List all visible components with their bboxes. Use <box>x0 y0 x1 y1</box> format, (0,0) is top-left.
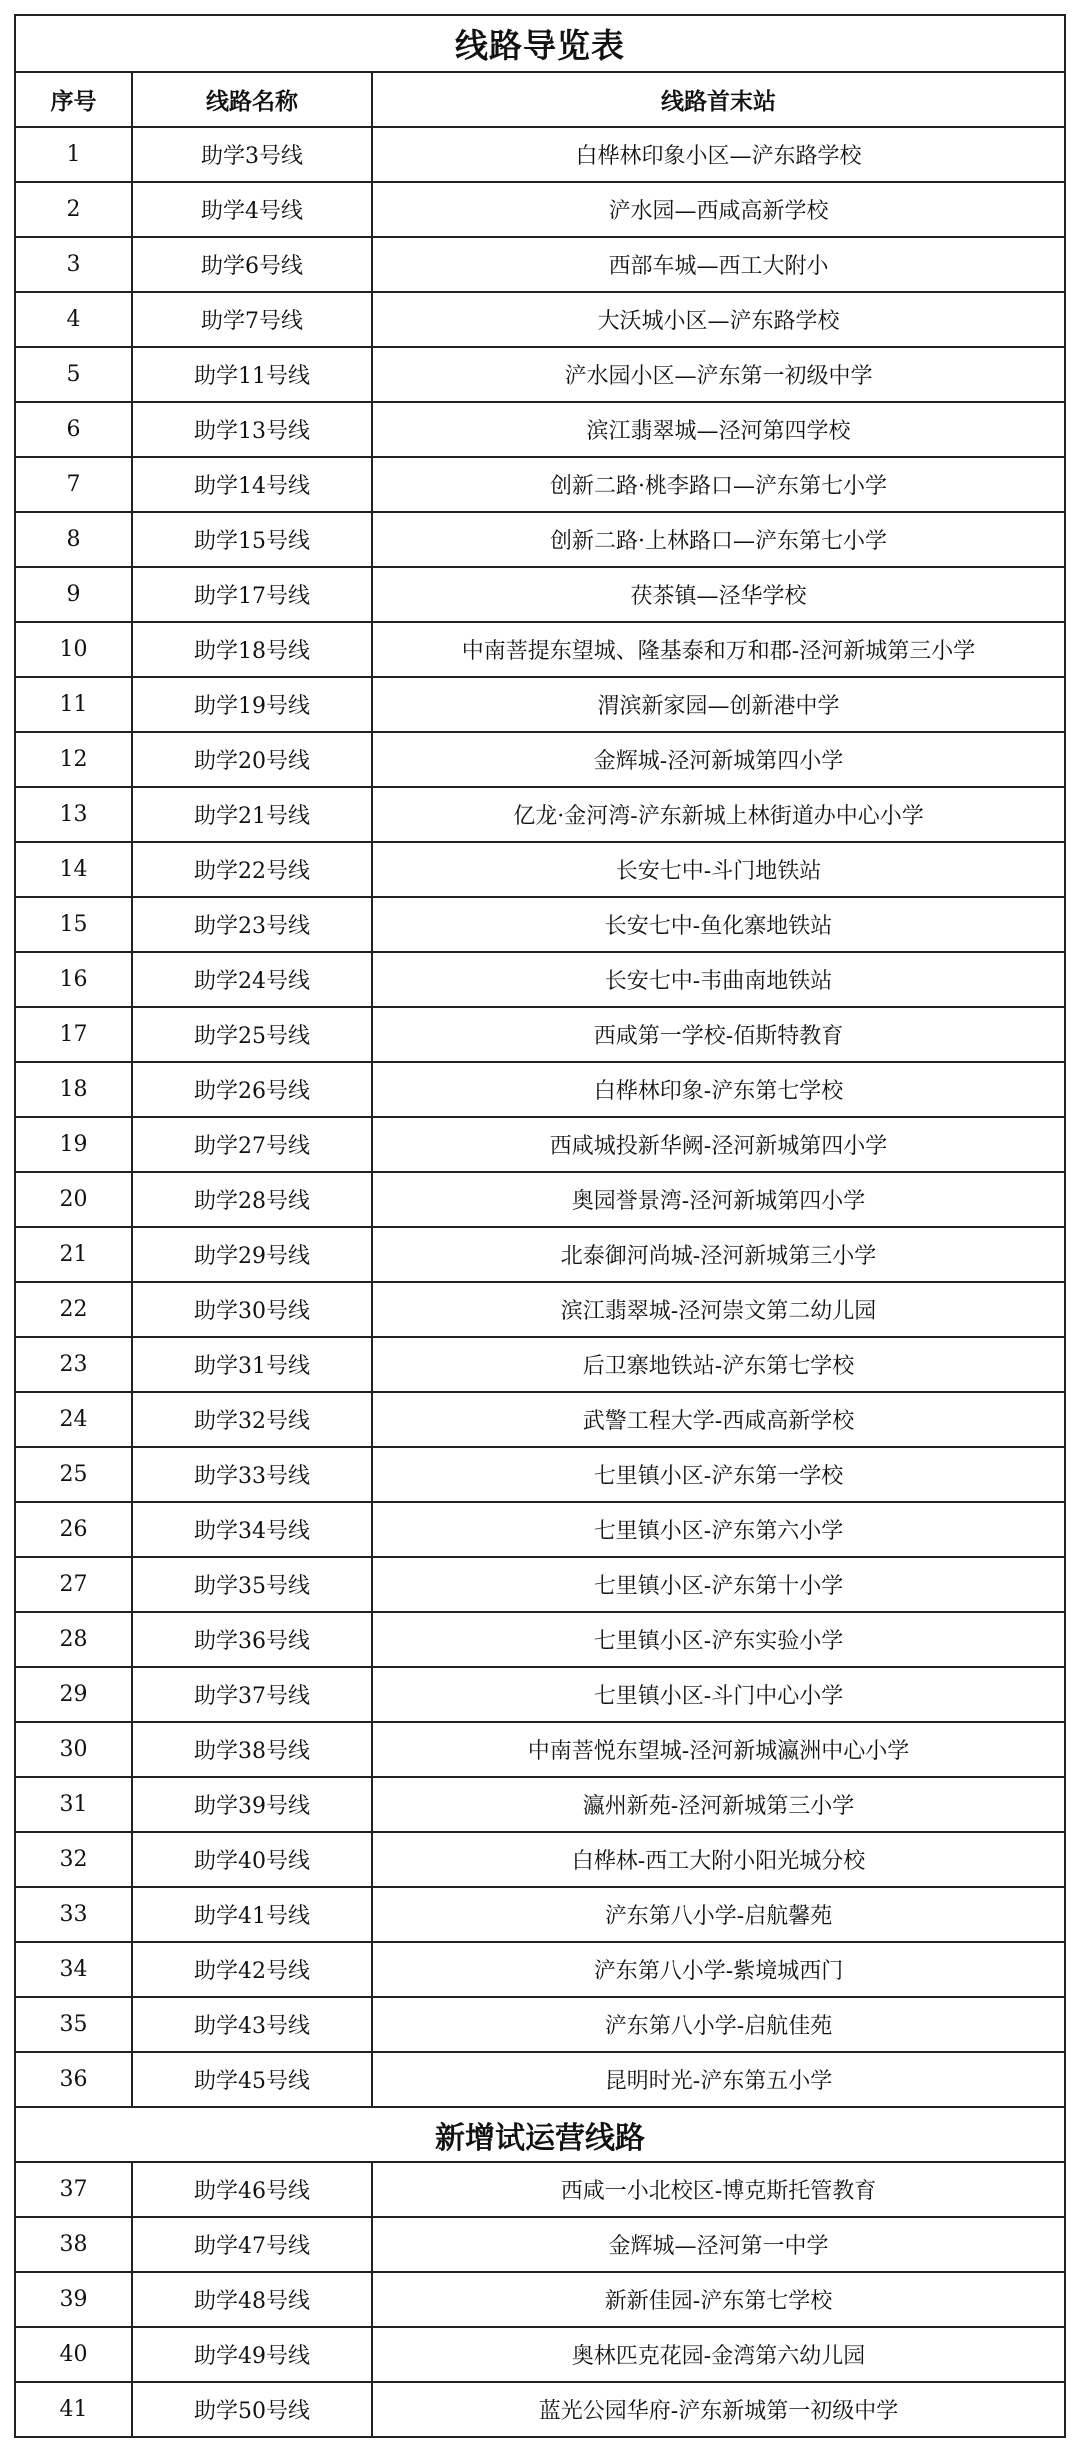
route-stops: 白桦林印象-浐东第七学校 <box>372 1062 1065 1117</box>
route-index: 28 <box>15 1612 132 1667</box>
route-name: 助学33号线 <box>132 1447 372 1502</box>
route-index: 32 <box>15 1832 132 1887</box>
route-index: 25 <box>15 1447 132 1502</box>
route-name: 助学22号线 <box>132 842 372 897</box>
route-stops: 茯茶镇—泾华学校 <box>372 567 1065 622</box>
route-name: 助学11号线 <box>132 347 372 402</box>
route-stops: 武警工程大学-西咸高新学校 <box>372 1392 1065 1447</box>
route-name: 助学46号线 <box>132 2162 372 2217</box>
route-index: 23 <box>15 1337 132 1392</box>
table-row <box>15 1722 1065 1777</box>
table-row <box>15 2217 1065 2272</box>
table-row <box>15 732 1065 787</box>
route-stops: 浐水园—西咸高新学校 <box>372 182 1065 237</box>
route-stops: 七里镇小区-浐东第十小学 <box>372 1557 1065 1612</box>
route-index: 2 <box>15 182 132 237</box>
table-row <box>15 1832 1065 1887</box>
route-name: 助学37号线 <box>132 1667 372 1722</box>
table-row <box>15 1117 1065 1172</box>
table-row <box>15 402 1065 457</box>
route-index: 34 <box>15 1942 132 1997</box>
route-name: 助学24号线 <box>132 952 372 1007</box>
table-row <box>15 567 1065 622</box>
route-name: 助学19号线 <box>132 677 372 732</box>
route-index: 38 <box>15 2217 132 2272</box>
route-index: 15 <box>15 897 132 952</box>
route-stops: 奥园誉景湾-泾河新城第四小学 <box>372 1172 1065 1227</box>
route-name: 助学27号线 <box>132 1117 372 1172</box>
route-rows <box>15 127 1065 2107</box>
route-index: 3 <box>15 237 132 292</box>
route-name: 助学23号线 <box>132 897 372 952</box>
route-stops: 奥林匹克花园-金湾第六幼儿园 <box>372 2327 1065 2382</box>
route-index: 29 <box>15 1667 132 1722</box>
route-name: 助学34号线 <box>132 1502 372 1557</box>
route-stops: 亿龙·金河湾-浐东新城上林街道办中心小学 <box>372 787 1065 842</box>
table-row <box>15 512 1065 567</box>
table-row <box>15 457 1065 512</box>
table-row <box>15 622 1065 677</box>
route-stops: 新新佳园-浐东第七学校 <box>372 2272 1065 2327</box>
route-stops: 七里镇小区-浐东第六小学 <box>372 1502 1065 1557</box>
route-stops: 七里镇小区-浐东实验小学 <box>372 1612 1065 1667</box>
route-stops: 昆明时光-浐东第五小学 <box>372 2052 1065 2107</box>
route-name: 助学45号线 <box>132 2052 372 2107</box>
route-stops: 七里镇小区-浐东第一学校 <box>372 1447 1065 1502</box>
route-name: 助学35号线 <box>132 1557 372 1612</box>
table-row <box>15 842 1065 897</box>
route-guide-sheet <box>14 14 1064 2438</box>
table-row <box>15 1997 1065 2052</box>
route-index: 21 <box>15 1227 132 1282</box>
table-row <box>15 952 1065 1007</box>
route-index: 6 <box>15 402 132 457</box>
table-row <box>15 292 1065 347</box>
route-index: 26 <box>15 1502 132 1557</box>
route-index: 10 <box>15 622 132 677</box>
route-stops: 西咸城投新华阙-泾河新城第四小学 <box>372 1117 1065 1172</box>
route-name: 助学17号线 <box>132 567 372 622</box>
table-row <box>15 1612 1065 1667</box>
route-name: 助学20号线 <box>132 732 372 787</box>
route-index: 8 <box>15 512 132 567</box>
route-stops: 长安七中-韦曲南地铁站 <box>372 952 1065 1007</box>
route-index: 13 <box>15 787 132 842</box>
route-stops: 西咸第一学校-佰斯特教育 <box>372 1007 1065 1062</box>
table-row <box>15 1282 1065 1337</box>
route-stops: 浐东第八小学-紫境城西门 <box>372 1942 1065 1997</box>
route-index: 37 <box>15 2162 132 2217</box>
title-row <box>15 15 1065 72</box>
route-stops: 瀛州新苑-泾河新城第三小学 <box>372 1777 1065 1832</box>
header-index: 序号 <box>15 72 132 127</box>
route-name: 助学6号线 <box>132 237 372 292</box>
route-index: 20 <box>15 1172 132 1227</box>
route-index: 1 <box>15 127 132 182</box>
table-row <box>15 182 1065 237</box>
route-index: 9 <box>15 567 132 622</box>
route-name: 助学25号线 <box>132 1007 372 1062</box>
route-index: 5 <box>15 347 132 402</box>
route-index: 12 <box>15 732 132 787</box>
route-index: 16 <box>15 952 132 1007</box>
route-stops: 浐水园小区—浐东第一初级中学 <box>372 347 1065 402</box>
route-name: 助学4号线 <box>132 182 372 237</box>
route-index: 27 <box>15 1557 132 1612</box>
table-row <box>15 897 1065 952</box>
table-row <box>15 1447 1065 1502</box>
route-stops: 滨江翡翠城-泾河崇文第二幼儿园 <box>372 1282 1065 1337</box>
route-name: 助学30号线 <box>132 1282 372 1337</box>
route-stops: 蓝光公园华府-浐东新城第一初级中学 <box>372 2382 1065 2437</box>
table-row <box>15 1392 1065 1447</box>
route-name: 助学15号线 <box>132 512 372 567</box>
route-stops: 浐东第八小学-启航佳苑 <box>372 1997 1065 2052</box>
route-name: 助学38号线 <box>132 1722 372 1777</box>
route-index: 18 <box>15 1062 132 1117</box>
route-name: 助学48号线 <box>132 2272 372 2327</box>
route-name: 助学7号线 <box>132 292 372 347</box>
route-name: 助学28号线 <box>132 1172 372 1227</box>
route-stops: 滨江翡翠城—泾河第四学校 <box>372 402 1065 457</box>
header-route-stops: 线路首末站 <box>372 72 1065 127</box>
route-index: 39 <box>15 2272 132 2327</box>
table-row <box>15 1667 1065 1722</box>
table-row <box>15 1337 1065 1392</box>
route-stops: 渭滨新家园—创新港中学 <box>372 677 1065 732</box>
table-row <box>15 2162 1065 2217</box>
route-stops: 金辉城—泾河第一中学 <box>372 2217 1065 2272</box>
route-index: 41 <box>15 2382 132 2437</box>
route-stops: 大沃城小区—浐东路学校 <box>372 292 1065 347</box>
route-name: 助学50号线 <box>132 2382 372 2437</box>
route-name: 助学26号线 <box>132 1062 372 1117</box>
table-row <box>15 1172 1065 1227</box>
route-name: 助学40号线 <box>132 1832 372 1887</box>
table-row <box>15 1887 1065 1942</box>
header-route-name: 线路名称 <box>132 72 372 127</box>
route-name: 助学21号线 <box>132 787 372 842</box>
route-stops: 长安七中-斗门地铁站 <box>372 842 1065 897</box>
table-row <box>15 127 1065 182</box>
route-name: 助学43号线 <box>132 1997 372 2052</box>
table-title: 线路导览表 <box>15 15 1065 72</box>
section-row <box>15 2107 1065 2162</box>
route-name: 助学42号线 <box>132 1942 372 1997</box>
table-row <box>15 1942 1065 1997</box>
route-name: 助学32号线 <box>132 1392 372 1447</box>
route-index: 4 <box>15 292 132 347</box>
route-name: 助学47号线 <box>132 2217 372 2272</box>
table-row <box>15 787 1065 842</box>
table-row <box>15 237 1065 292</box>
table-row <box>15 2052 1065 2107</box>
table-row <box>15 1502 1065 1557</box>
route-name: 助学49号线 <box>132 2327 372 2382</box>
route-index: 35 <box>15 1997 132 2052</box>
route-index: 7 <box>15 457 132 512</box>
table-row <box>15 2382 1065 2437</box>
route-name: 助学39号线 <box>132 1777 372 1832</box>
section-title: 新增试运营线路 <box>15 2107 1065 2162</box>
route-name: 助学18号线 <box>132 622 372 677</box>
route-stops: 创新二路·桃李路口—浐东第七小学 <box>372 457 1065 512</box>
route-stops: 中南菩悦东望城-泾河新城瀛洲中心小学 <box>372 1722 1065 1777</box>
header-row <box>15 72 1065 127</box>
route-index: 31 <box>15 1777 132 1832</box>
route-index: 33 <box>15 1887 132 1942</box>
route-stops: 白桦林-西工大附小阳光城分校 <box>372 1832 1065 1887</box>
table-row <box>15 1227 1065 1282</box>
route-stops: 白桦林印象小区—浐东路学校 <box>372 127 1065 182</box>
route-name: 助学31号线 <box>132 1337 372 1392</box>
route-index: 11 <box>15 677 132 732</box>
route-index: 40 <box>15 2327 132 2382</box>
route-stops: 西咸一小北校区-博克斯托管教育 <box>372 2162 1065 2217</box>
route-table <box>14 14 1066 2438</box>
route-index: 30 <box>15 1722 132 1777</box>
table-row <box>15 1557 1065 1612</box>
route-stops: 中南菩提东望城、隆基泰和万和郡-泾河新城第三小学 <box>372 622 1065 677</box>
route-index: 14 <box>15 842 132 897</box>
route-index: 19 <box>15 1117 132 1172</box>
route-stops: 创新二路·上林路口—浐东第七小学 <box>372 512 1065 567</box>
route-name: 助学36号线 <box>132 1612 372 1667</box>
table-row <box>15 1007 1065 1062</box>
new-section <box>15 2107 1065 2162</box>
table-row <box>15 677 1065 732</box>
table-row <box>15 1062 1065 1117</box>
route-index: 24 <box>15 1392 132 1447</box>
table-row <box>15 347 1065 402</box>
route-name: 助学14号线 <box>132 457 372 512</box>
route-index: 22 <box>15 1282 132 1337</box>
route-stops: 七里镇小区-斗门中心小学 <box>372 1667 1065 1722</box>
table-row <box>15 2327 1065 2382</box>
table-row <box>15 2272 1065 2327</box>
route-name: 助学3号线 <box>132 127 372 182</box>
route-stops: 后卫寨地铁站-浐东第七学校 <box>372 1337 1065 1392</box>
route-index: 36 <box>15 2052 132 2107</box>
route-stops: 浐东第八小学-启航馨苑 <box>372 1887 1065 1942</box>
route-stops: 金辉城-泾河新城第四小学 <box>372 732 1065 787</box>
route-name: 助学41号线 <box>132 1887 372 1942</box>
table-row <box>15 1777 1065 1832</box>
route-stops: 西部车城—西工大附小 <box>372 237 1065 292</box>
route-index: 17 <box>15 1007 132 1062</box>
route-name: 助学13号线 <box>132 402 372 457</box>
route-name: 助学29号线 <box>132 1227 372 1282</box>
route-stops: 长安七中-鱼化寨地铁站 <box>372 897 1065 952</box>
new-route-rows <box>15 2162 1065 2437</box>
route-stops: 北泰御河尚城-泾河新城第三小学 <box>372 1227 1065 1282</box>
